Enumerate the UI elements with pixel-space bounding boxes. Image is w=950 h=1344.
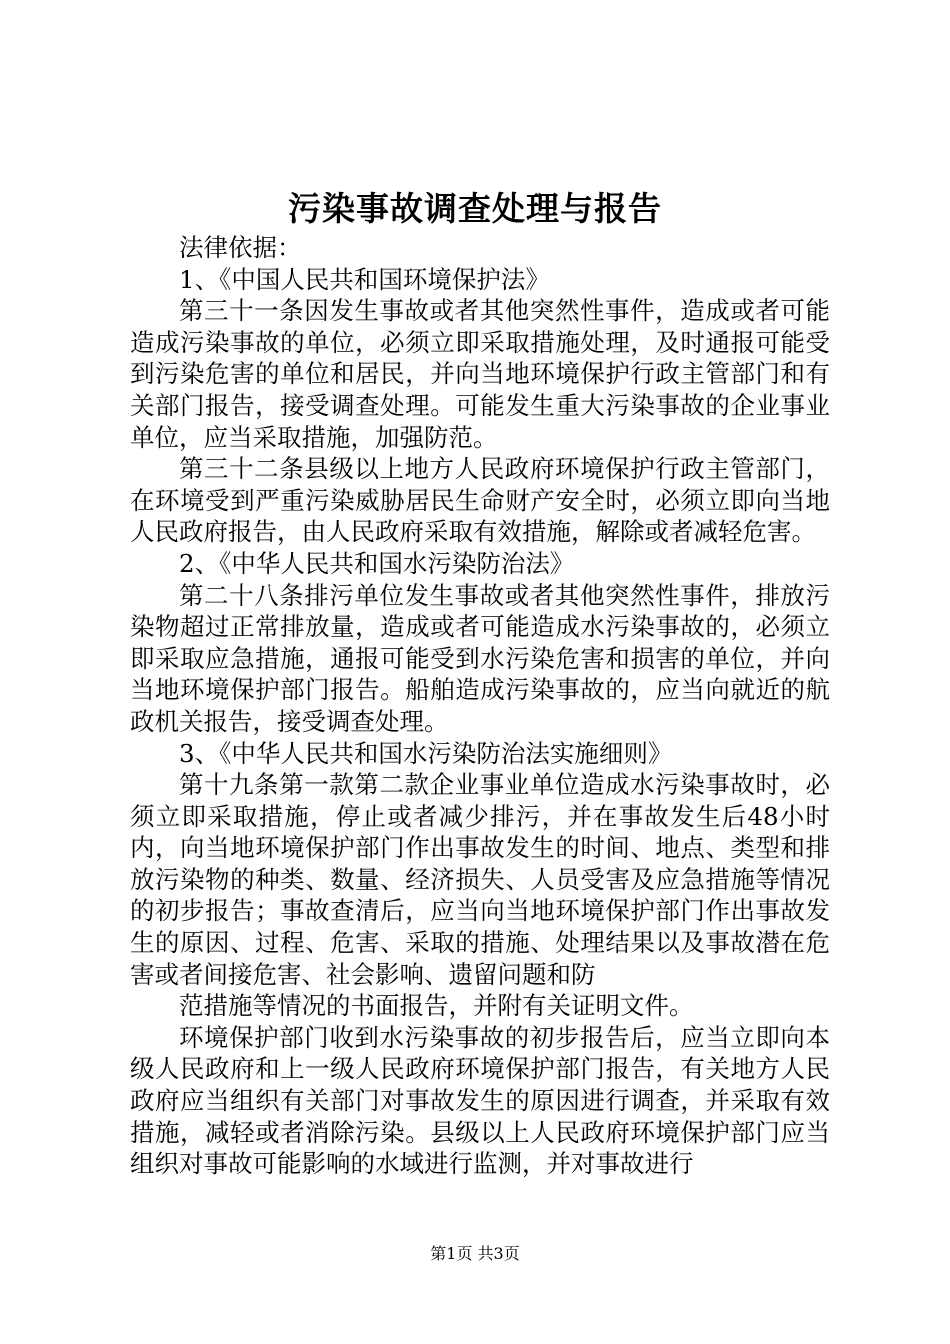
page-footer: 第1页 共3页 [430, 1244, 520, 1263]
paragraph-law-1-title: 1、《中国人民共和国环境保护法》 [179, 264, 550, 294]
paragraph-article-31: 第三十一条因发生事故或者其他突然性事件，造成或者可能造成污染事故的单位，必须立即采取措施处理，及时通报可能受到污染危害的单位和居民，并向当地环境保护行政主管部门和有关部门报告，接受调查处理。可能发生重大污染事故的企业事业单位，应当采取措施，加强防范。 [130, 296, 830, 452]
paragraph-department-response: 环境保护部门收到水污染事故的初步报告后，应当立即向本级人民政府和上一级人民政府环境保护部门报告，有关地方人民政府应当组织有关部门对事故发生的原因进行调查，并采取有效措施，减轻或者消除污染。县级以上人民政府环境保护部门应当组织对事故可能影响的水域进行监测，并对事故进行 [130, 1022, 830, 1179]
paragraph-legal-basis-heading: 法律依据： [179, 233, 302, 262]
paragraph-law-2-title: 2、《中华人民共和国水污染防治法》 [179, 548, 575, 578]
paragraph-article-28: 第二十八条排污单位发生事故或者其他突然性事件，排放污染物超过正常排放量，造成或者可能造成水污染事故的，必须立即采取应急措施，通报可能受到水污染危害和损害的单位，并向当地环境保护部门报告。船舶造成污染事故的，应当向就近的航政机关报告，接受调查处理。 [130, 580, 830, 736]
paragraph-written-report: 范措施等情况的书面报告，并附有关证明文件。 [179, 991, 694, 1021]
paragraph-article-19: 第十九条第一款第二款企业事业单位造成水污染事故时，必须立即采取措施，停止或者减少排污，并在事故发生后48小时内，向当地环境保护部门作出事故发生的时间、地点、类型和排放污染物的种类、数量、经济损失、人员受害及应急措施等情况的初步报告；事故查清后，应当向当地环境保护部门作出事故发生的原因、过程、危害、采取的措施、处理结果以及事故潜在危害或者间接危害、社会影响、遗留问题和防 [130, 770, 830, 989]
document-title: 污染事故调查处理与报告 [288, 189, 662, 228]
paragraph-article-32: 第三十二条县级以上地方人民政府环境保护行政主管部门，在环境受到严重污染威胁居民生命财产安全时，必须立即向当地人民政府报告，由人民政府采取有效措施，解除或者减轻危害。 [130, 454, 830, 547]
document-body [130, 232, 830, 1180]
paragraph-law-3-title: 3、《中华人民共和国水污染防治法实施细则》 [179, 738, 673, 768]
